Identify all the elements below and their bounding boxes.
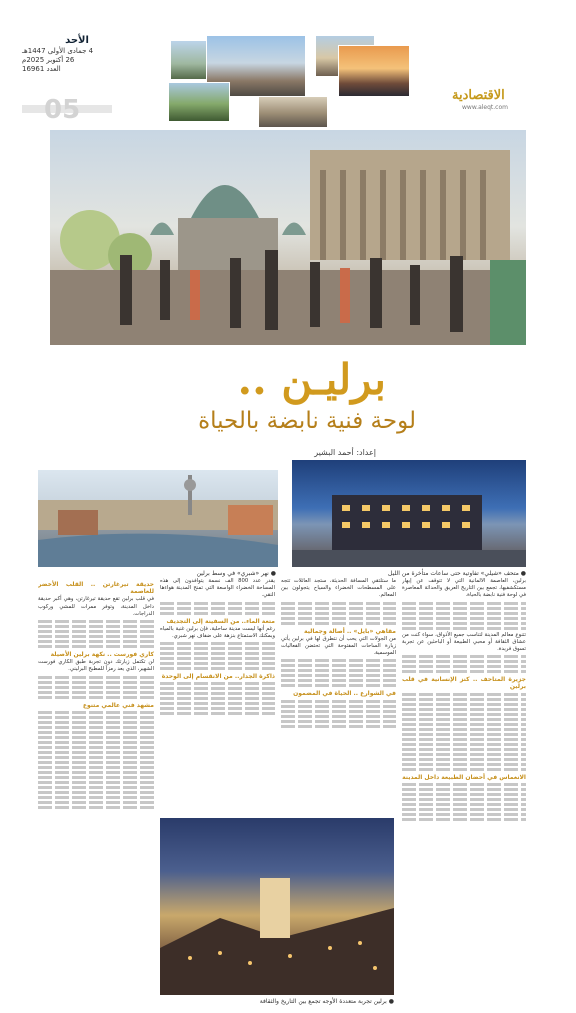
city-night-photo [160,818,394,995]
col3-heading-1: متعة الماء.. من السفينة إلى التجديف [166,617,275,625]
col1-paragraph-2: تتنوع معالم المدينة لتناسب جميع الأذواق، سواء كنت من عشاق الثقافة أو محبي الطبيعة أو الباحثين عن تجربة تسوق فريدة. [402,631,526,653]
header-photo-4 [338,45,410,97]
column-3 [160,578,275,813]
hero-photo [50,130,526,345]
issue-day: الأحد [65,35,89,46]
hijri-date: 4 جمادى الأولى 1447هـ [22,47,94,55]
hero-illustration [50,130,526,345]
page-number: 05 [44,95,81,125]
gregorian-date: 26 أكتوبر 2025م [22,56,75,64]
city-illustration [160,818,394,995]
caption-river: ● نهر «شبري» في وسط برلين [196,570,276,577]
col1-paragraph-1: برلين، العاصمة الألمانية التي لا تتوقف عن إبهار مستكشفيها، تجمع بين التاريخ العريق والحداثة المعاصرة في لوحة فنية نابضة بالحياة. [402,578,526,599]
header-photo-6 [258,96,328,128]
col4-paragraph-1: في قلب برلين تقع حديقة تيرغارتن، وهي أكبر حديقة داخل المدينة، وتوفر ممرات للمشي وركوب الدراجات. [38,596,154,617]
col2-paragraph-1: ما ستلتقي المسافة الحديثة، ستجد العائلات تتجه على المسطحات الخضراء والسياح يتجولون بين المعالم. [281,578,396,599]
col4-heading-1: حديقة تيرغارتن .. القلب الأخضر للعاصمة [38,581,154,596]
col4-paragraph-2: لن تكتمل زيارتك دون تجربة طبق الكاري فورست الشهير، الذي يعد رمزاً للمطبخ البرليني. [38,659,154,673]
header-photo-5 [168,82,230,122]
col3-paragraph-1: يقدر عدد 800 ألف نسمة يتوافدون إلى هذه المساحة الخضراء الواسعة التي تمنح المدينة هواءها النقي. [160,578,275,599]
article-subtitle: لوحة فنية نابضة بالحياة [198,408,416,434]
col1-heading-2: الانغماس في أحضان الطبيعة داخل المدينة [402,773,526,781]
col3-heading-2: ذاكرة الجدار.. من الانقسام إلى الوحدة [161,673,275,681]
caption-museum: ● متحف «شيلي» تفاوتية حتى ساعات متأخرة من الليل [388,570,526,577]
caption-city: ● برلين تجربة متعددة الأوجه تجمع بين التاريخ والثقافة [259,998,394,1005]
col2-heading-1: مقاهي «بايل» .. أصالة وجمالية [304,627,396,635]
article-byline: إعداد: أحمد البشير [314,448,376,457]
column-4 [38,578,154,1003]
river-illustration [38,470,278,567]
issue-number: العدد 16961 [22,65,61,73]
newspaper-logo: الاقتصادية [452,88,505,103]
col2-paragraph-2: من الجولات التي يحب أن نتطرق لها في برلين يأتي زيارة الساحات المفتوحة التي تحتضن الفعاليات الموسمية. [281,635,396,657]
river-photo [38,470,278,567]
museum-illustration [292,460,526,567]
col4-heading-3: مشهد فني عالمي متنوع [82,701,154,709]
museum-night-photo [292,460,526,567]
column-1 [402,578,526,1003]
col2-heading-2: في الشوارع .. الحياة في المضمون [293,690,396,698]
col3-paragraph-2: رغم أنها ليست مدينة ساحلية، فإن برلين غنية بالمياه ويمكنك الاستمتاع بنزهة على ضفاف نهر شبري. [160,625,275,640]
masthead [0,0,576,128]
date-block [22,36,132,74]
col4-heading-2: كاري فورست .. نكهة برلين الأصيلة [50,651,154,659]
column-2 [281,578,396,813]
article-title: برليـن .. [237,355,386,404]
newspaper-url[interactable]: www.aleqt.com [462,104,508,111]
col1-heading-1: جزيرة المتاحف .. كنز الإنسانية في قلب برلين [402,676,526,691]
